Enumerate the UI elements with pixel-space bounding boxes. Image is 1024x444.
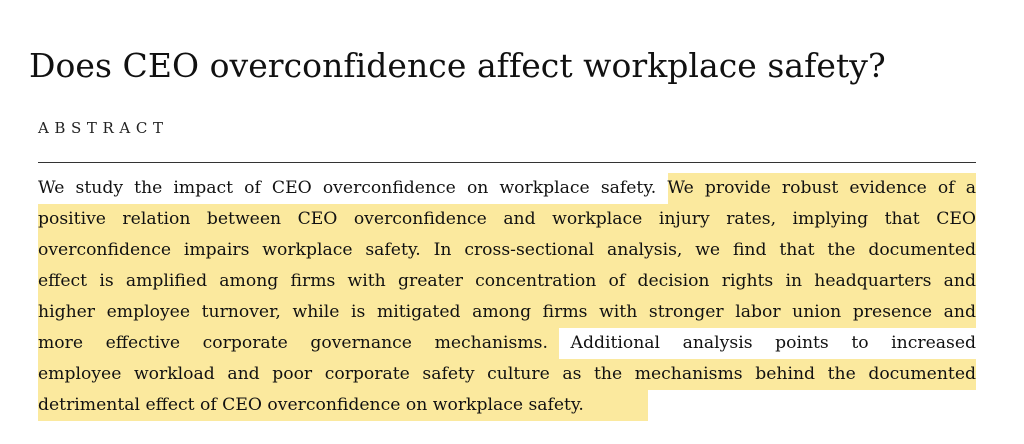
abstract-body (38, 173, 976, 421)
abstract-line-2: positive relation between CEO overconfidence and workplace injury rates, implying that CEO (38, 204, 976, 235)
abstract-divider (38, 162, 976, 163)
abstract-line-5: higher employee turnover, while is mitigated among firms with stronger labor union presence and (38, 297, 976, 328)
paper-title: Does CEO overconfidence affect workplace safety? (29, 46, 886, 85)
abstract-line-3: overconfidence impairs workplace safety. In cross-sectional analysis, we find that the documented (38, 235, 976, 266)
abstract-line-4: effect is amplified among firms with greater concentration of decision rights in headquarters and (38, 266, 976, 297)
abstract-line-6: more effective corporate governance mechanisms. Additional analysis points to increased (38, 328, 976, 359)
abstract-line-7: employee workload and poor corporate safety culture as the mechanisms behind the documented (38, 359, 976, 390)
abstract-line-8: detrimental effect of CEO overconfidence on workplace safety. (38, 390, 976, 421)
abstract-line-1: We study the impact of CEO overconfidence on workplace safety. We provide robust evidence of a (38, 173, 976, 204)
abstract-heading: ABSTRACT (38, 119, 169, 137)
